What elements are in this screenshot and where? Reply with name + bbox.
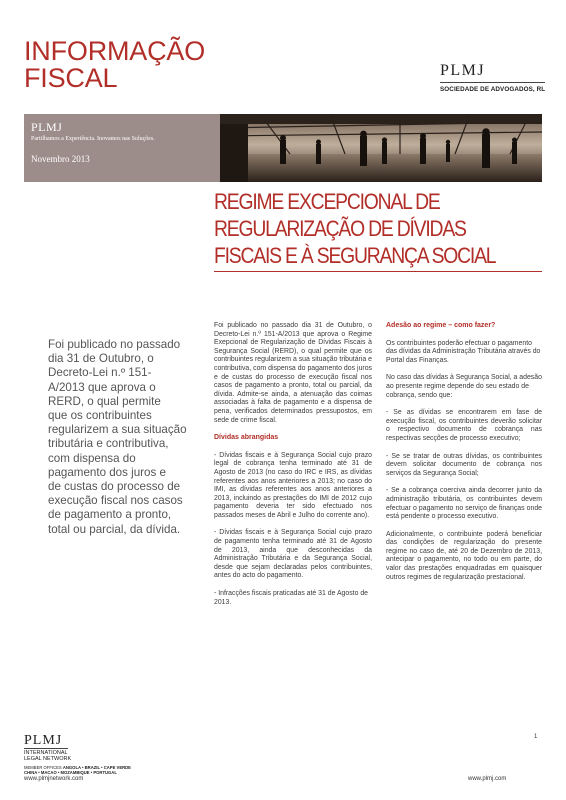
- banner-info-box: [24, 114, 220, 182]
- adesao-paragraph-2: No caso das dívidas à Segurança Social, a adesão ao presente regime depende do seu estado de cobrança, sendo que:: [386, 374, 542, 399]
- pull-quote-line: de custas do processo de: [48, 480, 181, 494]
- pull-quote-line: Decreto-Lei n.º 151-: [48, 366, 152, 380]
- network-logo-rule: [24, 748, 68, 749]
- headline: [214, 188, 495, 269]
- logo-subtitle: SOCIEDADE DE ADVOGADOS, RL: [440, 86, 546, 93]
- pull-quote-line: execução fiscal nos casos: [48, 494, 183, 508]
- adesao-item-1: - Se as dívidas se encontrarem em fase de execução fiscal, os contribuintes deverão solicitar o respectivo documento de cobrança nas respectivas secções de processo executivo;: [386, 409, 542, 442]
- pull-quote-line: regularizem a sua situação: [48, 423, 187, 437]
- pull-quote-line: tributária e contributiva,: [48, 437, 169, 451]
- intro-paragraph: Foi publicado no passado dia 31 de Outubro, o Decreto-Lei n.º 151-A/2013 que aprova o Regime Exepcional de Regularização de Dívidas Fiscais à Segurança Social (RERD), o qual permite que os contribuintes regularizem a sua situação tributária e contributiva, com dispensa do pagamento dos juros e de custas do processo de execução fiscal nos casos de pagamento a pronto, total ou parcial, da dívida. Admite-se ainda, a atenuação das coimas associadas à falta de pagamento e a dispensa de pena, verificados determinados pressupostos, em sede de crime fiscal.: [214, 322, 372, 424]
- pull-quote-line: com dispensa do: [48, 451, 136, 465]
- dividas-item-1: - Dívidas fiscais e à Segurança Social cujo prazo legal de cobrança tenha terminado até 31 de Agosto de 2013 (no caso do IRC e IRS, as dívidas referentes aos anos anteriores a 2013; no caso do IMI, as dívidas referentes aos anos anteriores a 2013, incluindo as prestações do IMI de 2012 cujo pagamento deveria ter sido efectuado nos passados meses de Abril e Julho do corrente ano).: [214, 451, 372, 519]
- logo-brand: PLMJ: [440, 62, 486, 79]
- pull-quote-line: RERD, o qual permite: [48, 394, 161, 408]
- headline-line-1: REGIME EXCEPCIONAL DE: [214, 189, 440, 214]
- adesao-item-2: - Se se tratar de outras dívidas, os contribuintes devem solicitar documento de cobrança nos serviços da Segurança Social;: [386, 452, 542, 477]
- network-logo-brand: PLMJ: [24, 733, 63, 748]
- title-line-1: INFORMAÇÃO: [24, 36, 206, 66]
- pull-quote-line: pagamento dos juros e: [48, 465, 166, 479]
- pull-quote-line: dia 31 de Outubro, o: [48, 352, 154, 366]
- section-heading-dividas: Dívidas abrangidas: [214, 434, 279, 442]
- adesao-item-3: - Se a cobrança coerciva ainda decorrer junto da administração tributária, os contribuintes devem efectuar o pagamento no serviço de finanças onde está pendente o processo executivo.: [386, 487, 542, 521]
- section-heading-adesao: Adesão ao regime – como fazer?: [386, 322, 496, 329]
- pull-quote: [48, 338, 196, 537]
- network-website-link[interactable]: www.plmjnetwork.com: [24, 776, 84, 782]
- page-number: 1: [534, 734, 538, 740]
- banner-title: PLMJ: [31, 120, 63, 134]
- pull-quote-line: de pagamento a pronto,: [48, 508, 172, 522]
- member-offices-countries-1: ANGOLA • BRAZIL • CAPE VERDE: [62, 765, 131, 770]
- adesao-paragraph-3: Adicionalmente, o contribuinte poderá beneficiar das condições de regularização do presente regime no caso de, até 20 de Dezembro de 2013, antecipar o pagamento, no todo ou em parte, do valor das prestações enquadradas em quaisquer outros regimes de regularização prestacional.: [386, 530, 542, 581]
- banner-photo-image: [220, 114, 542, 182]
- dividas-item-2: - Dívidas fiscais e à Segurança Social cujo prazo de pagamento tenha terminado até 31 de Agosto de 2013, ainda que desconhecidas da Administração Tributária e da Segurança Social, desde que sejam declaradas pelos contribuintes, antes do acto do pagamento.: [214, 529, 372, 580]
- headline-line-2: REGULARIZAÇÃO DE DÍVIDAS: [214, 216, 466, 241]
- pull-quote-line: total ou parcial, da dívida.: [48, 522, 181, 536]
- pull-quote-line: Foi publicado no passado: [48, 338, 181, 351]
- member-offices-label: MEMBER OFFICES: [24, 765, 62, 770]
- plmj-logo: [440, 62, 550, 93]
- plmj-website-link[interactable]: www.plmj.com: [468, 776, 507, 782]
- banner-tagline: Partilhamos a Experiência. Inovamos nas Soluções.: [31, 136, 155, 142]
- banner-date: Novembro 2013: [31, 154, 90, 164]
- pull-quote-line: A/2013 que aprova o: [48, 380, 156, 394]
- title-line-2: FISCAL: [24, 63, 118, 93]
- adesao-paragraph-1: Os contribuintes poderão efectuar o pagamento das dívidas da Administração Tributária através do Portal das Finanças.: [386, 339, 541, 364]
- middle-column: [214, 322, 372, 616]
- headline-divider: [214, 271, 542, 272]
- logo-rule: [440, 82, 545, 83]
- member-offices-countries-2: CHINA • MACAO • MOZAMBIQUE • PORTUGAL: [24, 770, 117, 776]
- member-offices-line-2: [24, 770, 154, 775]
- network-line-2: LEGAL NETWORK: [24, 756, 72, 762]
- headline-line-3: FISCAIS E À SEGURANÇA SOCIAL: [214, 243, 496, 268]
- dividas-item-3: - Infracções fiscais praticadas até 31 de Agosto de 2013.: [214, 590, 368, 606]
- document-title: [24, 38, 205, 92]
- banner-photo: [220, 114, 542, 182]
- pull-quote-line: que os contribuintes: [48, 409, 152, 423]
- plmj-network-logo: [24, 734, 154, 775]
- network-line-1: INTERNATIONAL: [24, 750, 68, 756]
- right-column: [386, 322, 542, 591]
